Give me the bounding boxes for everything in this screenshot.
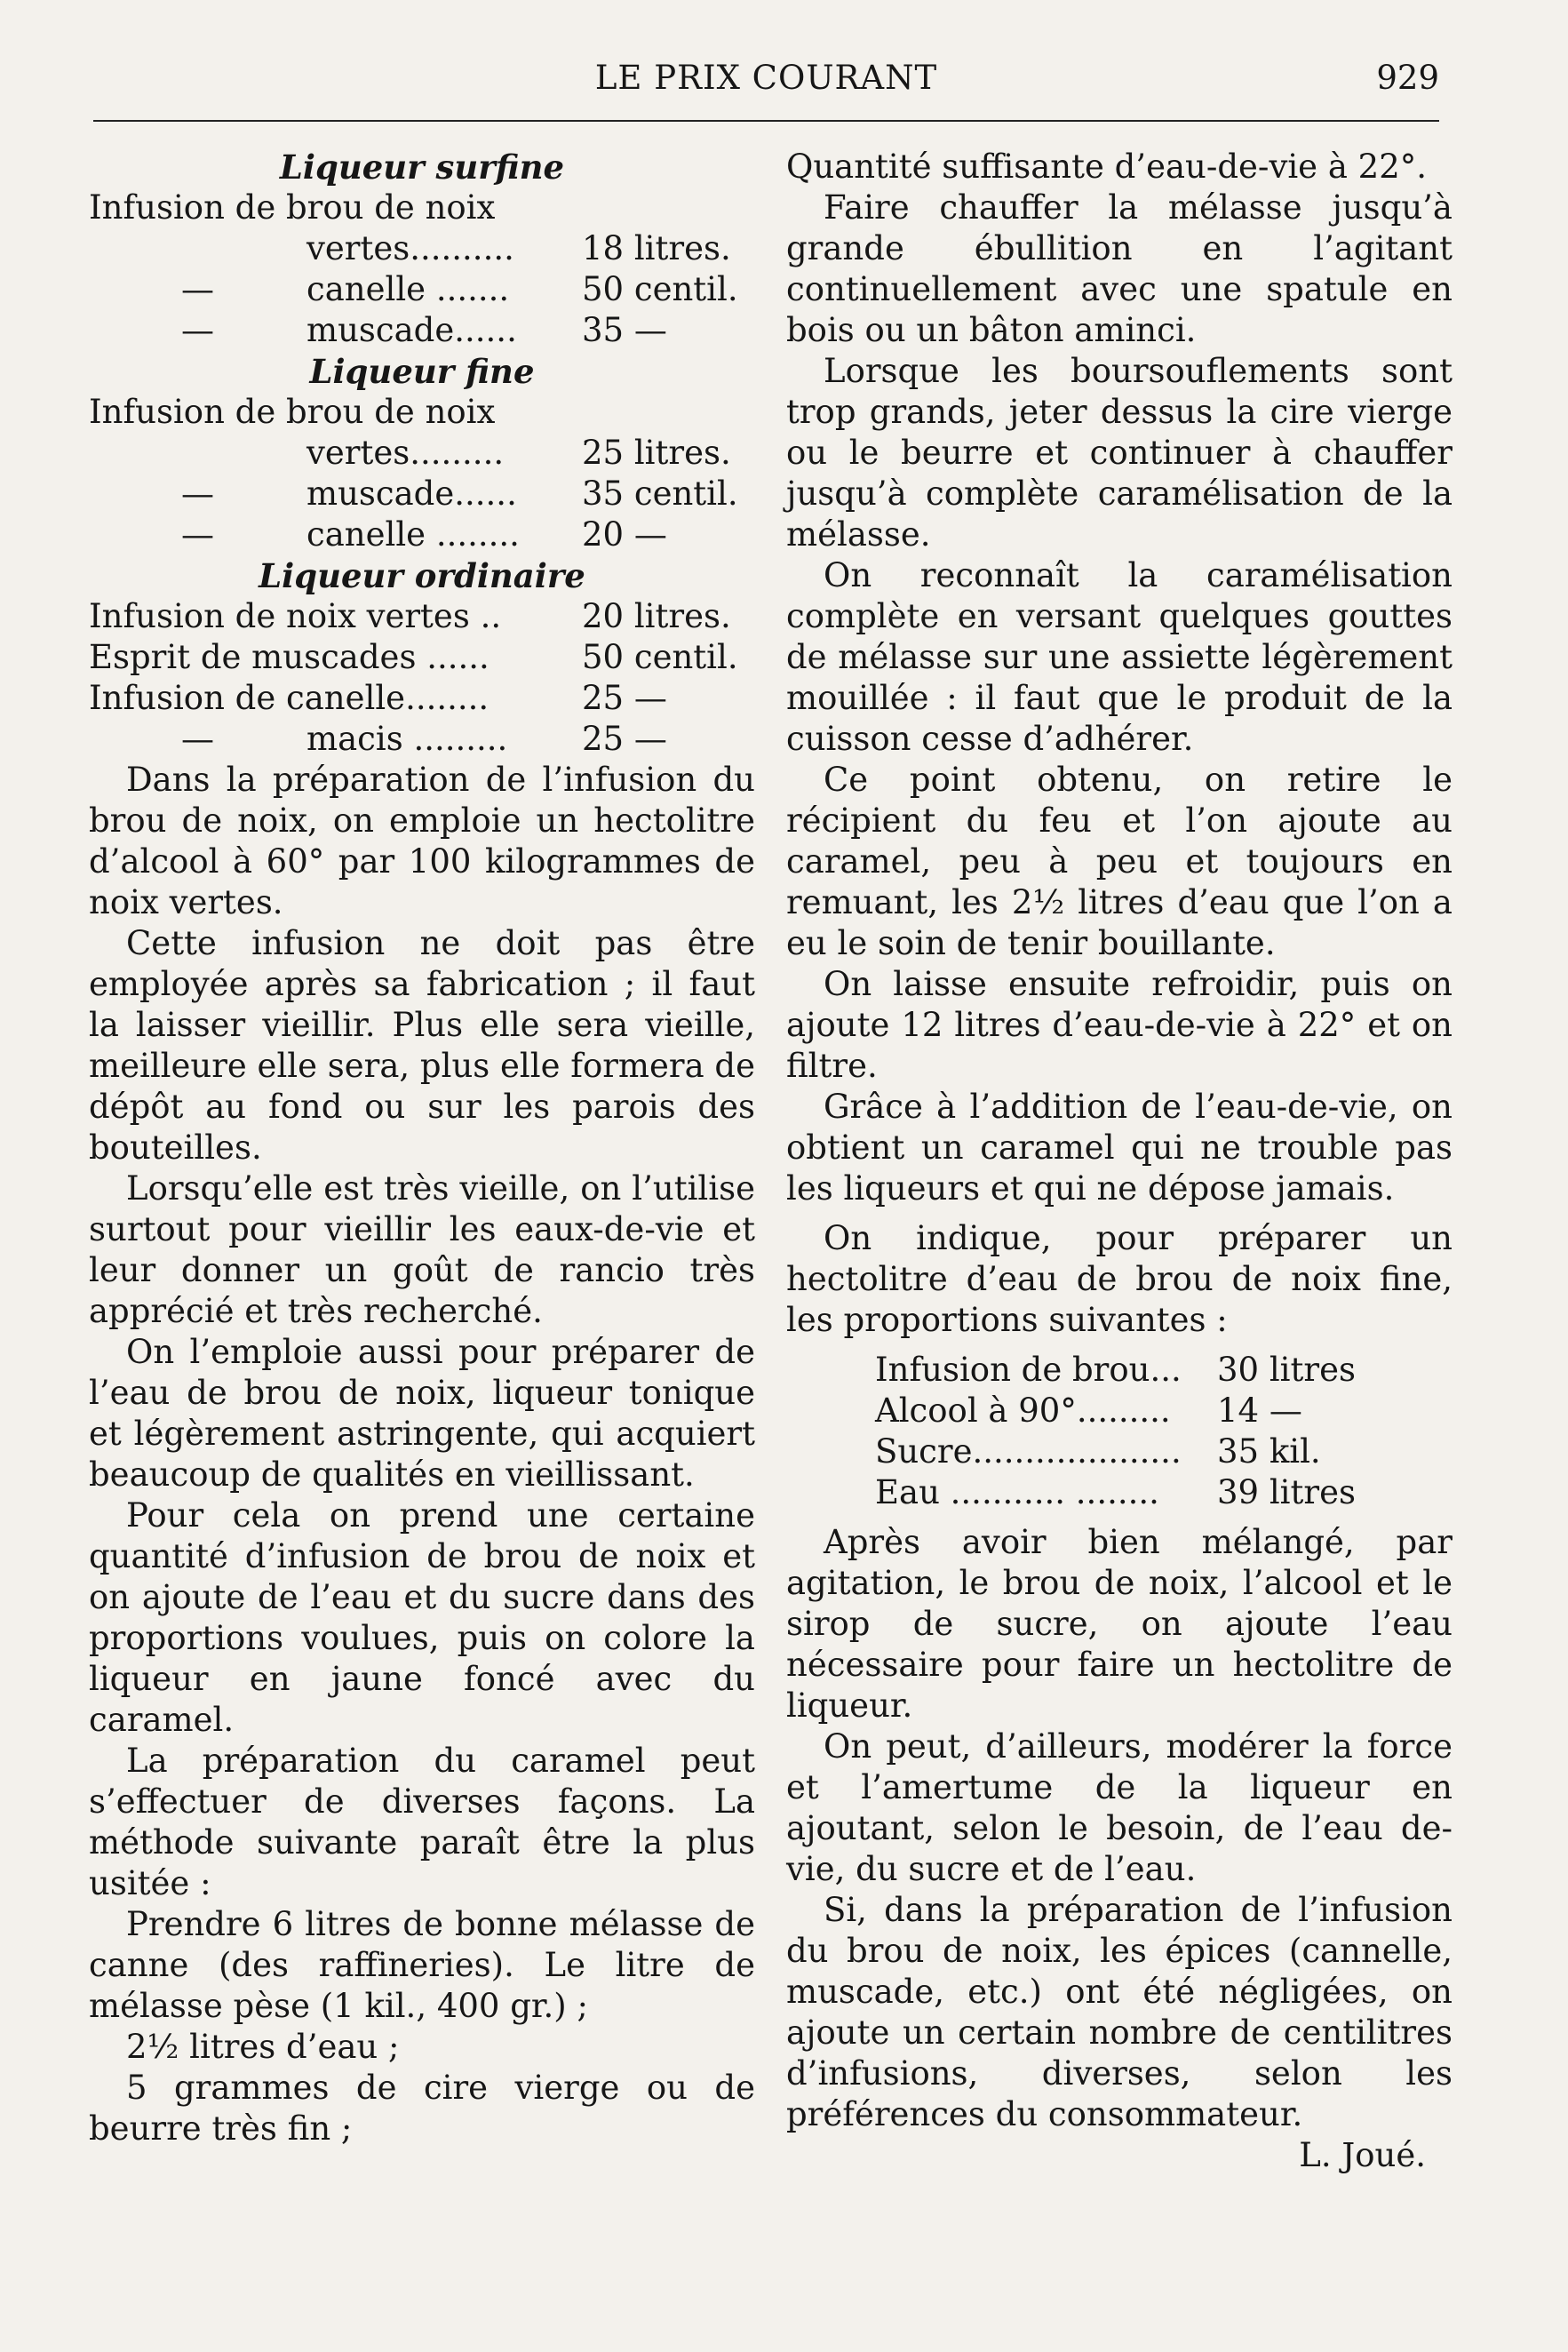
paragraph: Prendre 6 litres de bonne mélasse de canne (des raffineries). Le litre de mélasse pèse (1 kil., 400 gr.) ; <box>89 1905 755 2025</box>
ingredient-name: canelle ........ <box>306 515 520 554</box>
proportion-name: Sucre.................... <box>875 1432 1182 1471</box>
proportion-qty: 39 litres <box>1217 1473 1356 1511</box>
proportions-list <box>786 1350 1453 1513</box>
running-title: LE PRIX COURANT <box>594 59 938 97</box>
recipe-row <box>89 596 755 637</box>
paragraph: Faire chauffer la mélasse jusqu’à grande ébullition en l’agitant continuellement avec une spatule en bois ou un bâton aminci. <box>786 188 1453 349</box>
ingredient-name: vertes.......... <box>306 229 514 267</box>
paragraph: Si, dans la préparation de l’infusion du brou de noix, les épices (cannelle, muscade, etc.) ont été négligées, on ajoute un certain nombre de centilitres d’infusions, diverses, selon les préférences du consommateur. <box>786 1891 1453 2133</box>
proportion-name: Alcool à 90°......... <box>875 1391 1171 1430</box>
running-head <box>93 59 1439 103</box>
ingredient-name: Infusion de canelle........ <box>89 679 490 717</box>
proportion-name: Infusion de brou... <box>875 1351 1182 1389</box>
proportion-row <box>875 1472 1453 1513</box>
paragraph: Dans la préparation de l’infusion du brou de noix, on emploie un hectolitre d’alcool à 60° par 100 kilogrammes de noix vertes. <box>89 761 755 921</box>
ingredient-name: macis ......... <box>306 720 508 758</box>
ingredient-name: muscade...... <box>306 474 517 513</box>
ditto-dash: — <box>181 720 214 758</box>
proportion-row <box>875 1431 1453 1472</box>
ingredient-qty: 20 — <box>582 515 667 554</box>
ditto-dash: — <box>181 515 214 554</box>
recipe-ordinaire <box>89 596 755 760</box>
paragraph: 5 grammes de cire vierge ou de beurre très fin ; <box>89 2069 755 2148</box>
paragraph: Grâce à l’addition de l’eau-de-vie, on obtient un caramel qui ne trouble pas les liqueurs et qui ne dépose jamais. <box>786 1088 1453 1208</box>
recipe-row <box>89 719 755 760</box>
recipe-fine <box>89 433 755 555</box>
ingredient-qty: 18 litres. <box>582 229 731 267</box>
recipe-row <box>89 637 755 678</box>
ingredient-name: muscade...... <box>306 311 517 349</box>
proportion-qty: 35 kil. <box>1217 1432 1321 1471</box>
proportion-row <box>875 1350 1453 1391</box>
ingredient-name: Esprit de muscades ...... <box>89 638 490 676</box>
paragraph: Après avoir bien mélangé, par agitation, le brou de noix, l’alcool et le sirop de sucre, on ajoute l’eau nécessaire pour faire un hectolitre de liqueur. <box>786 1523 1453 1725</box>
recipe-row <box>89 433 755 474</box>
paragraph: Cette infusion ne doit pas être employée après sa fabrication ; il faut la laisser vieillir. Plus elle sera vieille, meilleure elle sera, plus elle formera de dépôt au fond ou sur les parois des bouteilles. <box>89 924 755 1167</box>
ingredient-qty: 35 centil. <box>582 474 738 513</box>
paragraph: La préparation du caramel peut s’effectuer de diverses façons. La méthode suivante paraît être la plus usitée : <box>89 1742 755 1902</box>
ingredient-qty: 25 — <box>582 679 667 717</box>
recipe-line: Infusion de brou de noix <box>89 393 496 431</box>
proportion-qty: 30 litres <box>1217 1351 1356 1389</box>
header-rule <box>93 120 1439 122</box>
ingredient-qty: 25 — <box>582 720 667 758</box>
section-heading-surfine: Liqueur surfine <box>279 147 565 187</box>
recipe-row <box>89 269 755 310</box>
author-signature: L. Joué. <box>1299 2136 1426 2174</box>
ingredient-qty: 50 centil. <box>582 638 738 676</box>
ingredient-name: Infusion de noix vertes .. <box>89 597 502 635</box>
recipe-row <box>89 678 755 719</box>
ingredient-qty: 35 — <box>582 311 667 349</box>
ingredient-name: vertes......... <box>306 434 505 472</box>
paragraph: Lorsqu’elle est très vieille, on l’utilise surtout pour vieillir les eaux-de-vie et leur donner un goût de rancio très apprécié et très recherché. <box>89 1169 755 1330</box>
paragraph: Quantité suffisante d’eau-de-vie à 22°. <box>786 147 1427 186</box>
ingredient-qty: 50 centil. <box>582 270 738 308</box>
ingredient-name: canelle ....... <box>306 270 510 308</box>
page-number: 929 <box>1376 59 1439 97</box>
paragraph: 2½ litres d’eau ; <box>126 2028 400 2066</box>
paragraph: Ce point obtenu, on retire le récipient du feu et l’on ajoute au caramel, peu à peu et toujours en remuant, les 2½ litres d’eau que l’on a eu le soin de tenir bouillante. <box>786 761 1453 962</box>
right-column <box>786 147 1453 2176</box>
left-column <box>89 147 755 2149</box>
ditto-dash: — <box>181 311 214 349</box>
recipe-row <box>89 474 755 514</box>
section-heading-ordinaire: Liqueur ordinaire <box>259 556 585 595</box>
paragraph: On indique, pour préparer un hectolitre d’eau de brou de noix fine, les proportions suivantes : <box>786 1219 1453 1339</box>
ingredient-qty: 20 litres. <box>582 597 731 635</box>
proportion-name: Eau ........... ........ <box>875 1473 1159 1511</box>
proportion-qty: 14 — <box>1217 1391 1302 1430</box>
paragraph: Lorsque les boursouflements sont trop grands, jeter dessus la cire vierge ou le beurre et continuer à chauffer jusqu’à complète caramélisation de la mélasse. <box>786 352 1453 554</box>
recipe-row <box>89 514 755 555</box>
proportion-row <box>875 1391 1453 1431</box>
paragraph: On peut, d’ailleurs, modérer la force et l’amertume de la liqueur en ajoutant, selon le besoin, de l’eau de-vie, du sucre et de l’eau. <box>786 1727 1453 1888</box>
ditto-dash: — <box>181 270 214 308</box>
recipe-surfine <box>89 228 755 351</box>
ingredient-qty: 25 litres. <box>582 434 731 472</box>
paragraph: On laisse ensuite refroidir, puis on ajoute 12 litres d’eau-de-vie à 22° et on filtre. <box>786 965 1453 1085</box>
recipe-row <box>89 228 755 269</box>
ditto-dash: — <box>181 474 214 513</box>
paragraph: On reconnaît la caramélisation complète en versant quelques gouttes de mélasse sur une assiette légèrement mouillée : il faut que le produit de la cuisson cesse d’adhérer. <box>786 556 1453 758</box>
section-heading-fine: Liqueur fine <box>309 352 535 391</box>
paragraph: On l’emploie aussi pour préparer de l’eau de brou de noix, liqueur tonique et légèrement astringente, qui acquiert beaucoup de qualités en vieillissant. <box>89 1333 755 1494</box>
recipe-row <box>89 310 755 351</box>
recipe-line: Infusion de brou de noix <box>89 188 496 227</box>
paragraph: Pour cela on prend une certaine quantité d’infusion de brou de noix et on ajoute de l’eau et du sucre dans des proportions voulues, puis on colore la liqueur en jaune foncé avec du caramel. <box>89 1496 755 1739</box>
